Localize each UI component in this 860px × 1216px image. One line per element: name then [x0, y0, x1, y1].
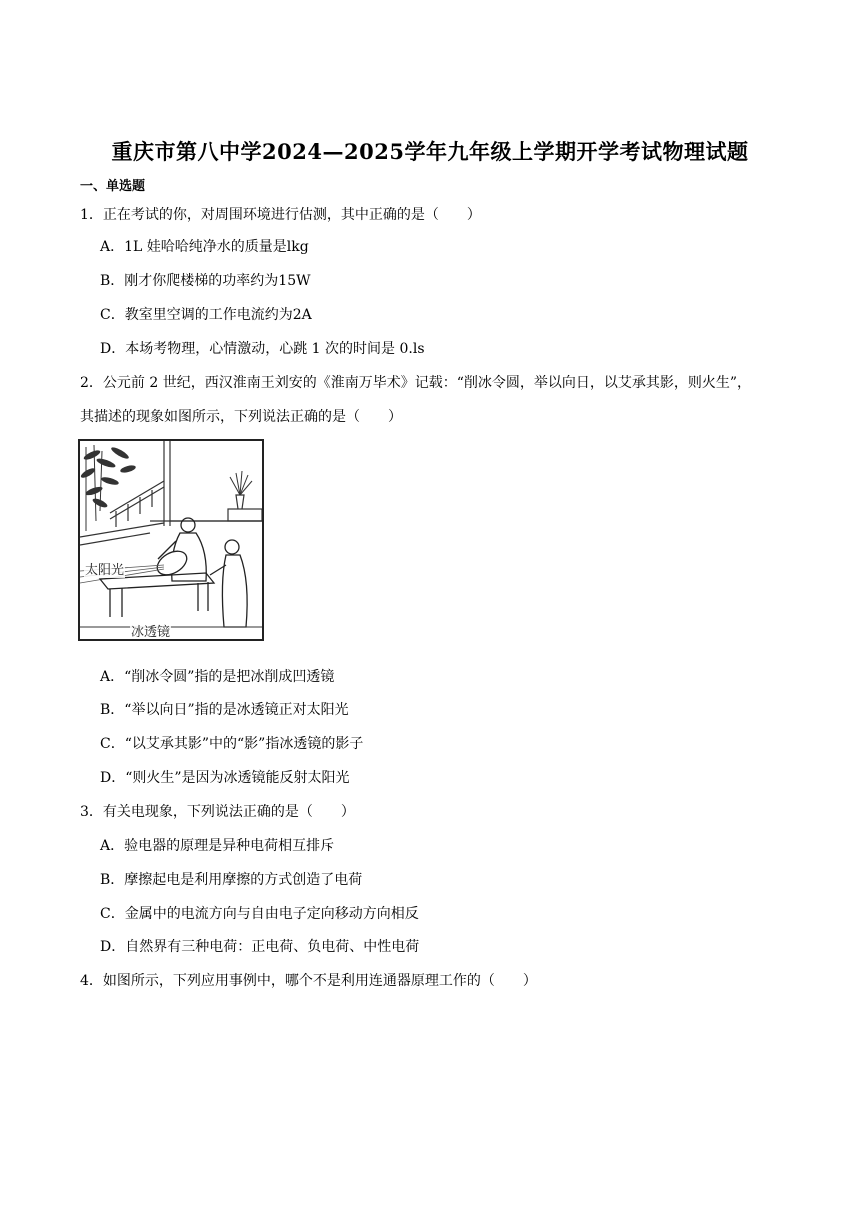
question-4-stem: 4．如图所示，下列应用事例中，哪个不是利用连通器原理工作的（ ） [80, 973, 537, 989]
question-1-option-b: B．刚才你爬楼梯的功率约为15W [100, 273, 311, 289]
ice-lens-label: 冰透镜 [130, 621, 171, 640]
question-3-option-d: D．自然界有三种电荷：正电荷、负电荷、中性电荷 [100, 939, 420, 955]
sunlight-label: 太阳光 [84, 559, 125, 578]
question-2-option-c: C．“以艾承其影”中的“影”指冰透镜的影子 [100, 736, 364, 752]
question-3-stem: 3．有关电现象，下列说法正确的是（ ） [80, 804, 355, 820]
question-2-option-a: A．“削冰令圆”指的是把冰削成凹透镜 [100, 669, 335, 685]
ice-lens-drawing [80, 441, 262, 639]
question-2-stem-line-2: 其描述的现象如图所示，下列说法正确的是（ ） [80, 409, 402, 425]
question-1-option-d: D．本场考物理，心情激动，心跳 1 次的时间是 0.ls [100, 341, 425, 357]
question-1-stem: 1．正在考试的你，对周围环境进行估测，其中正确的是（ ） [80, 207, 481, 223]
question-2-option-d: D．“则火生”是因为冰透镜能反射太阳光 [100, 770, 350, 786]
page-title: 重庆市第八中学2024—2025学年九年级上学期开学考试物理试题 [111, 139, 749, 164]
question-3-option-c: C．金属中的电流方向与自由电子定向移动方向相反 [100, 906, 419, 922]
ice-lens-illustration [78, 439, 264, 641]
question-1-option-a: A．1L 娃哈哈纯净水的质量是lkg [100, 239, 309, 255]
question-2-option-b: B．“举以向日”指的是冰透镜正对太阳光 [100, 702, 349, 718]
question-2-stem-line-1: 2．公元前 2 世纪，西汉淮南王刘安的《淮南万毕术》记载：“削冰令圆，举以向日，以艾承其影，则火生”， [80, 375, 752, 391]
question-3-option-a: A．验电器的原理是异种电荷相互排斥 [100, 838, 335, 854]
question-1-option-c: C．教室里空调的工作电流约为2A [100, 307, 312, 323]
question-3-option-b: B．摩擦起电是利用摩擦的方式创造了电荷 [100, 872, 363, 888]
section-heading: 一、单选题 [80, 179, 146, 194]
